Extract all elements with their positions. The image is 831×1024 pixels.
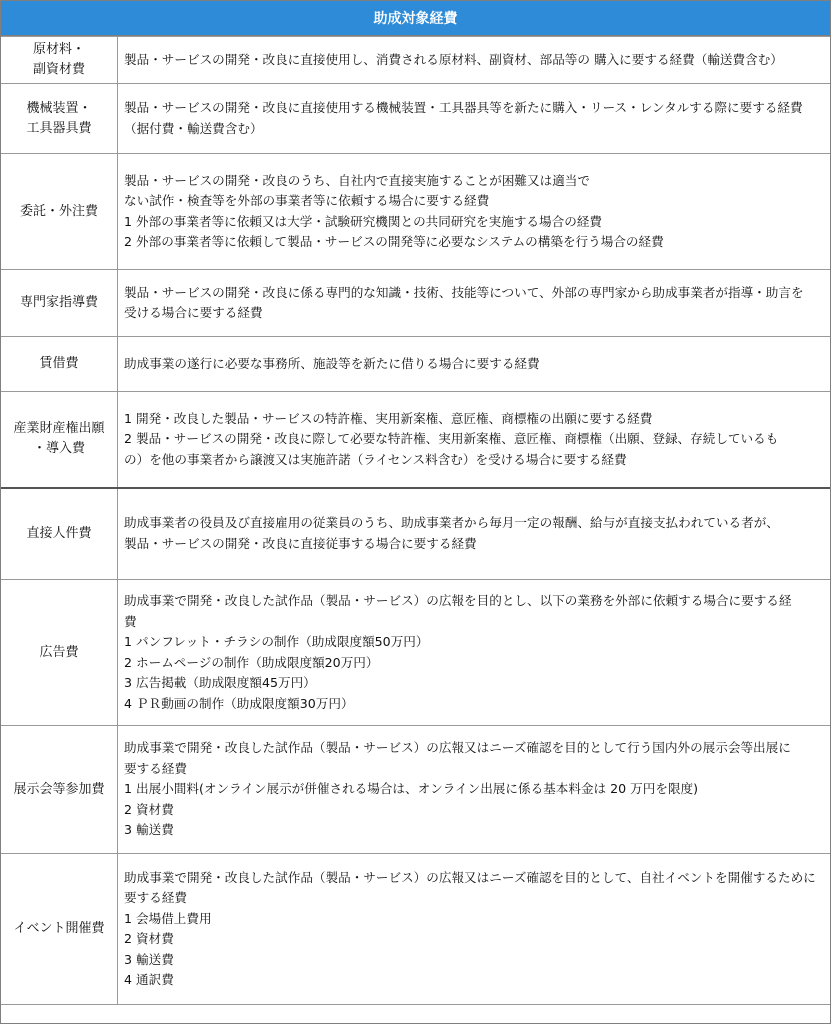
category-cell: 専門家指導費 [1,270,118,337]
expense-grid [1,36,830,1005]
category-cell: イベント開催費 [1,854,118,1005]
table-row [1,488,830,580]
category-cell: 直接人件費 [1,488,118,580]
description-cell: 製品・サービスの開発・改良に直接使用し、消費される原材料、副資材、部品等の 購入に要する経費（輸送費含む） [118,37,831,84]
table-row [1,854,830,1005]
category-cell: 委託・外注費 [1,154,118,270]
table-row [1,392,830,488]
table-row [1,580,830,726]
category-cell: 機械装置・ 工具器具費 [1,84,118,154]
table-row [1,84,830,154]
table-row [1,270,830,337]
description-cell: 製品・サービスの開発・改良のうち、自社内で直接実施することが困難又は適当で ない試作・検査等を外部の事業者等に依頼する場合に要する経費 1 外部の事業者等に依頼又は大学・試験研究機関との共同研究を実施する場合の経費 2 外部の事業者等に依頼して製品・サービスの開発等に必要なシステムの構築を行う場合の経費 [118,154,831,270]
header-title: 助成対象経費 [373,11,458,27]
category-cell: 産業財産権出願 ・導入費 [1,392,118,488]
description-cell: 助成事業で開発・改良した試作品（製品・サービス）の広報を目的とし、以下の業務を外部に依頼する場合に要する経 費 1 パンフレット・チラシの制作（助成限度額50万円） 2 ホームページの制作（助成限度額20万円） 3 広告掲載（助成限度額45万円） 4 ＰＲ動画の制作（助成限度額30万円） [118,580,831,726]
description-cell: 製品・サービスの開発・改良に係る専門的な知識・技術、技能等について、外部の専門家から助成事業者が指導・助言を 受ける場合に要する経費 [118,270,831,337]
description-cell: 助成事業で開発・改良した試作品（製品・サービス）の広報又はニーズ確認を目的として、自社イベントを開催するために 要する経費 1 会場借上費用 2 資材費 3 輸送費 4 通訳費 [118,854,831,1005]
description-cell: 助成事業者の役員及び直接雇用の従業員のうち、助成事業者から毎月一定の報酬、給与が直接支払われている者が、 製品・サービスの開発・改良に直接従事する場合に要する経費 [118,488,831,580]
table-row [1,337,830,392]
description-cell: 助成事業の遂行に必要な事務所、施設等を新たに借りる場合に要する経費 [118,337,831,392]
category-cell: 展示会等参加費 [1,726,118,854]
category-cell: 賃借費 [1,337,118,392]
table-row [1,37,830,84]
category-cell: 広告費 [1,580,118,726]
description-cell: 製品・サービスの開発・改良に直接使用する機械装置・工具器具等を新たに購入・リース・レンタルする際に要する経費 （据付費・輸送費含む） [118,84,831,154]
table-row [1,154,830,270]
table-header [1,1,830,36]
table-row [1,726,830,854]
category-cell: 原材料・ 副資材費 [1,37,118,84]
description-cell: 助成事業で開発・改良した試作品（製品・サービス）の広報又はニーズ確認を目的として行う国内外の展示会等出展に 要する経費 1 出展小間料(オンライン展示が併催される場合は、オンライン出展に係る基本料金は 20 万円を限度) 2 資材費 3 輸送費 [118,726,831,854]
description-cell: 1 開発・改良した製品・サービスの特許権、実用新案権、意匠権、商標権の出願に要する経費 2 製品・サービスの開発・改良に際して必要な特許権、実用新案権、意匠権、商標権（出願、登録、存続しているも の）を他の事業者から譲渡又は実施許諾（ライセンス料含む）を受ける場合に要する経費 [118,392,831,488]
